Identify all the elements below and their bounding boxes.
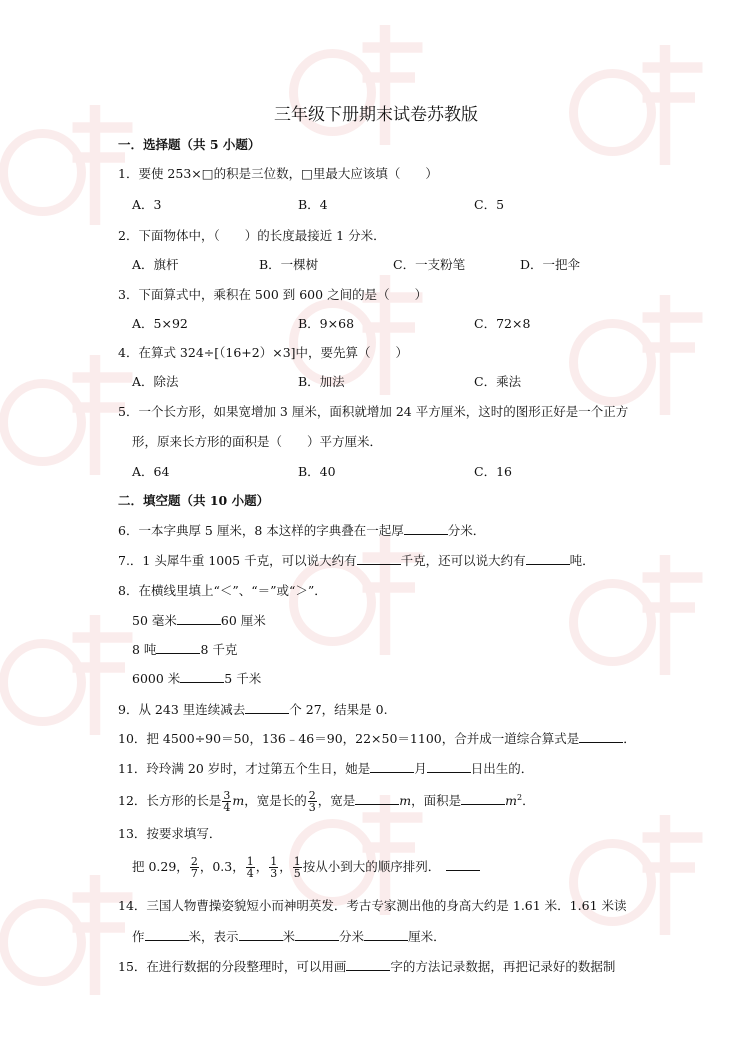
q12-text-mid2: ，宽是 (317, 793, 356, 809)
q12-text-mid: ，宽是长的 (244, 793, 307, 809)
watermark-logo (0, 600, 140, 750)
q14-text: 作 (132, 929, 145, 944)
fraction-numerator: 1 (246, 855, 254, 868)
answer-blank[interactable] (404, 522, 448, 535)
q13-text-mid: ，0.3， (199, 859, 245, 874)
q9-text-end: 个 27，结果是 0. (289, 702, 388, 717)
q2-option-b: B．一棵树 (259, 257, 319, 272)
q8-row2-right: 8 千克 (200, 642, 238, 657)
superscript: 2 (517, 793, 523, 802)
answer-blank[interactable] (427, 760, 471, 773)
q5-option-b: B．40 (298, 464, 336, 479)
q8-row-1 (132, 612, 266, 629)
q1-option-a: A．3 (132, 197, 162, 212)
q8-row1-right: 60 厘米 (220, 613, 266, 628)
question-6 (118, 522, 485, 539)
unit: m (232, 793, 245, 809)
answer-blank[interactable] (239, 928, 283, 941)
answer-blank[interactable] (180, 670, 224, 683)
q7-text: 7.．1 头犀牛重 1005 千克，可以说大约有 (118, 553, 357, 568)
fraction-numerator: 3 (223, 789, 231, 803)
answer-blank[interactable] (245, 701, 289, 714)
unit: m (505, 793, 518, 809)
q7-text-mid: 千克，还可以说大约有 (400, 553, 526, 568)
q14-text-end: 厘米． (408, 929, 446, 944)
separator: ， (255, 859, 269, 874)
question-2-text: 2．下面物体中，（ ）的长度最接近 1 分米． (118, 228, 386, 243)
fraction-denominator: 3 (270, 867, 278, 880)
watermark-logo (280, 10, 430, 160)
q2-option-a: A．旗杆 (132, 257, 179, 272)
q11-text: 11．玲玲满 20 岁时，才过第五个生日，她是 (118, 761, 371, 776)
q9-text: 9．从 243 里连续减去 (118, 702, 246, 717)
q14-text-mid1: 米，表示 (188, 929, 239, 944)
question-14-body (132, 928, 446, 945)
q8-row-3 (132, 670, 261, 687)
q14-text-mid3: 分米 (339, 929, 365, 944)
question-11 (118, 760, 533, 777)
answer-blank[interactable] (355, 792, 399, 805)
question-13-body (132, 854, 480, 880)
answer-blank[interactable] (461, 792, 505, 805)
fraction-numerator: 1 (293, 855, 301, 868)
question-12 (118, 786, 535, 813)
q14-text-mid2: 米 (282, 929, 296, 944)
fraction (246, 856, 255, 879)
q4-option-c: C．乘法 (474, 374, 522, 389)
q7-text-end: 吨． (569, 553, 595, 568)
q12-text: 12．长方形的长是 (118, 793, 222, 809)
q10-text: 10．把 4500÷90＝50，136﹣46＝90，22×50＝1100，合并成一道综合算式是 (118, 731, 580, 746)
q11-text-end: 日出生的． (470, 761, 534, 776)
q1-option-b: B．4 (298, 197, 328, 212)
q3-option-c: C．72×8 (474, 316, 531, 331)
question-3-text: 3．下面算式中，乘积在 500 到 600 之间的是（ ） (118, 287, 428, 302)
question-5-text-cont: 形，原来长方形的面积是（ ）平方厘米． (132, 434, 383, 449)
q12-text-mid3: ，面积是 (411, 793, 462, 809)
q1-option-c: C．5 (474, 197, 505, 212)
fraction-numerator: 2 (190, 855, 198, 868)
q8-row-2 (132, 641, 237, 658)
q13-text-end: 按从小到大的顺序排列． (302, 859, 441, 874)
answer-blank[interactable] (177, 612, 221, 625)
q11-text-mid: 月 (414, 761, 427, 776)
question-13-text: 13．按要求填写． (118, 826, 222, 841)
fraction (308, 790, 317, 813)
q5-option-a: A．64 (132, 464, 170, 479)
q6-text-end: 分米． (447, 523, 486, 538)
q8-row3-left: 6000 米 (132, 671, 181, 686)
question-5-text: 5．一个长方形，如果宽增加 3 厘米，面积就增加 24 平方厘米，这时的图形正好是一个正方 (118, 404, 629, 419)
fraction-denominator: 4 (223, 801, 231, 815)
fraction-denominator: 3 (308, 801, 316, 815)
q8-row3-right: 5 千米 (224, 671, 262, 686)
q3-option-b: B．9×68 (298, 316, 355, 331)
unit: m (399, 793, 412, 809)
fraction-denominator: 4 (246, 867, 254, 880)
question-9 (118, 701, 388, 718)
q4-option-a: A．除法 (132, 374, 179, 389)
question-1-text: 1．要使 253×□的积是三位数，□里最大应该填（ ） (118, 166, 438, 181)
answer-blank[interactable] (364, 928, 408, 941)
fraction (222, 790, 231, 813)
question-8-text: 8．在横线里填上“＜”、“＝”或“＞”． (118, 583, 327, 598)
question-7 (118, 552, 595, 569)
q8-row1-left: 50 毫米 (132, 613, 177, 628)
fraction-denominator: 7 (190, 867, 198, 880)
answer-blank[interactable] (446, 858, 480, 871)
separator: ， (279, 859, 292, 874)
answer-blank[interactable] (357, 552, 401, 565)
watermark-logo (560, 800, 710, 950)
fraction-denominator: 5 (293, 867, 301, 880)
q2-option-c: C．一支粉笔 (393, 257, 466, 272)
question-10 (118, 730, 636, 747)
section-heading-choice: 一．选择题（共 5 小题） (118, 137, 261, 152)
q13-text: 把 0.29， (132, 859, 189, 874)
page-title: 三年级下册期末试卷苏教版 (274, 105, 478, 125)
q15-text-end: 字的方法记录数据，再把记录好的数据制 (390, 959, 616, 974)
q3-option-a: A．5×92 (132, 316, 188, 331)
q15-text: 15．在进行数据的分段整理时，可以用画 (118, 959, 347, 974)
fraction (269, 856, 278, 879)
q5-option-c: C．16 (474, 464, 512, 479)
answer-blank[interactable] (370, 760, 414, 773)
section-heading-fill: 二．填空题（共 10 小题） (118, 493, 270, 508)
q6-text: 6．一本字典厚 5 厘米，8 本这样的字典叠在一起厚 (118, 523, 404, 538)
answer-blank[interactable] (526, 552, 570, 565)
fraction (293, 856, 302, 879)
answer-blank[interactable] (346, 958, 390, 971)
answer-blank[interactable] (579, 730, 623, 743)
answer-blank[interactable] (156, 641, 200, 654)
fraction-numerator: 2 (308, 789, 316, 803)
q4-option-b: B．加法 (298, 374, 345, 389)
question-15 (118, 958, 615, 975)
q12-text-end: ． (522, 793, 535, 809)
q2-option-d: D．一把伞 (520, 257, 581, 272)
question-14-text: 14．三国人物曹操姿貌短小而神明英发．考古专家测出他的身高大约是 1.61 米．1.61 米读 (118, 898, 627, 913)
answer-blank[interactable] (295, 928, 339, 941)
question-4-text: 4．在算式 324÷[（16+2）×3]中，要先算（ ） (118, 345, 409, 360)
watermark-logo (0, 860, 140, 1010)
q8-row2-left: 8 吨 (132, 642, 157, 657)
fraction (190, 856, 199, 879)
answer-blank[interactable] (145, 928, 189, 941)
q10-text-end: ． (623, 731, 636, 746)
fraction-numerator: 1 (270, 855, 278, 868)
